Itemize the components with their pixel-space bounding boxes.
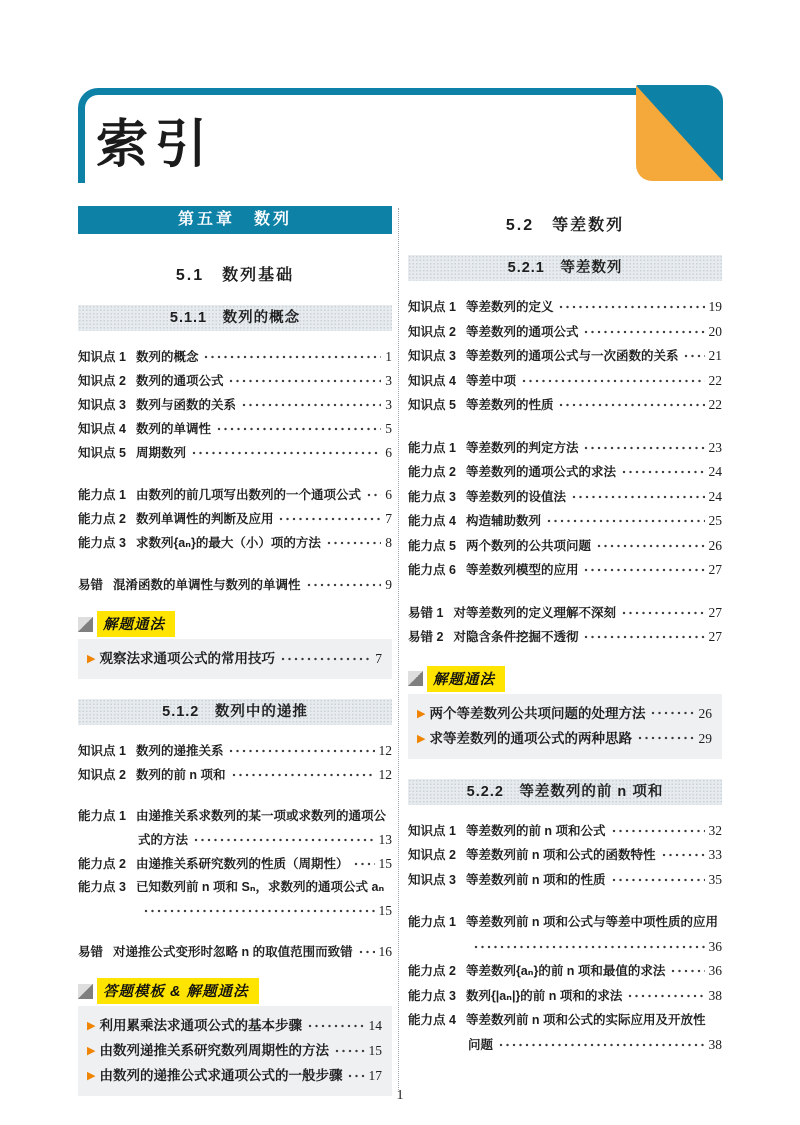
entry-text: 对递推公式变形时忽略 n 的取值范围而致错 (113, 945, 353, 959)
entry-label: 知识点 3 (408, 872, 456, 887)
entry-page: 27 (708, 604, 722, 620)
entry-page: 7 (375, 651, 382, 666)
toc-group (78, 573, 392, 597)
entry-text: 周期数列 (135, 446, 186, 460)
method-section (78, 980, 392, 1096)
entry-text: 求数列{aₙ}的最大（小）项的方法 (135, 536, 321, 550)
entry-text: 由数列的前几项写出数列的一个通项公式 (135, 488, 361, 502)
dot-leader-icon (334, 1046, 365, 1056)
entry-page: 25 (708, 513, 722, 528)
toc-group (408, 910, 722, 1057)
dot-leader-icon (353, 859, 374, 869)
entry-page: 22 (708, 397, 722, 412)
dot-leader-icon (596, 541, 705, 551)
entry-page: 12 (378, 743, 392, 758)
toc-entry (408, 601, 722, 626)
method-entry-text: 两个等差数列公共项问题的处理方法 (429, 705, 646, 721)
entry-text: 已知数列前 n 项和 Sₙ，求数列的通项公式 aₙ (135, 880, 385, 894)
dot-leader-icon (280, 654, 371, 664)
entry-label: 知识点 2 (408, 848, 456, 862)
toc-entry (408, 320, 722, 345)
entry-label: 能力点 2 (78, 857, 126, 871)
dot-leader-icon (231, 770, 375, 780)
entry-label: 能力点 3 (78, 536, 126, 550)
entry-page: 8 (385, 535, 392, 550)
dot-leader-icon (611, 875, 705, 885)
toc-entry (408, 625, 722, 650)
section-title: 5.2 等差数列 (505, 217, 625, 234)
diagonal-square-icon (408, 671, 423, 686)
method-box (78, 1006, 392, 1096)
method-header (78, 980, 392, 1002)
entry-label: 能力点 2 (408, 964, 456, 978)
entry-page: 1 (385, 349, 392, 364)
entry-text: 数列的通项公式 (135, 374, 224, 388)
entry-text: 等差数列前 n 项和的性质 (465, 872, 606, 887)
method-entry (87, 1013, 382, 1038)
entry-text: 等差数列的性质 (465, 398, 554, 412)
entry-label: 能力点 6 (408, 563, 456, 577)
entry-label: 能力点 3 (408, 489, 456, 504)
dot-leader-icon (571, 492, 705, 502)
entry-label: 能力点 3 (78, 880, 126, 894)
entry-label: 能力点 4 (408, 514, 456, 528)
entry-label: 知识点 3 (408, 349, 456, 363)
entry-text: 等差数列的前 n 项和公式 (465, 823, 606, 838)
toc-entry (408, 935, 722, 960)
toc-entry (78, 763, 392, 787)
entry-page: 29 (698, 730, 712, 746)
page-number: 1 (396, 1088, 404, 1103)
entry-page: 6 (385, 487, 392, 502)
dot-leader-icon (203, 352, 381, 362)
entry-label: 能力点 3 (408, 988, 456, 1003)
diagonal-square-icon (78, 984, 93, 999)
toc-entry (78, 369, 392, 393)
entry-label: 知识点 2 (408, 324, 456, 339)
toc-entry (408, 1008, 722, 1033)
toc-entry (78, 940, 392, 964)
entry-label: 易错 2 (408, 630, 444, 644)
entry-text: 数列的前 n 项和 (135, 768, 226, 782)
dot-leader-icon (191, 448, 381, 458)
toc-entry (78, 345, 392, 369)
triangle-bullet-icon: ▶ (87, 1019, 96, 1032)
entry-page: 3 (385, 397, 392, 412)
entry-label: 能力点 1 (408, 440, 456, 455)
dot-leader-icon (278, 514, 381, 524)
entry-label: 能力点 1 (78, 488, 126, 502)
method-header (408, 668, 722, 690)
toc-entry (78, 828, 392, 852)
entry-label: 能力点 1 (78, 809, 126, 823)
entry-page: 7 (385, 511, 392, 526)
page-title: 索引 (96, 116, 215, 174)
subsection-title: 5.2.1 等差数列 (408, 255, 722, 281)
toc-entry (408, 984, 722, 1009)
toc-entry (408, 534, 722, 559)
toc-group (408, 601, 722, 650)
toc-group (78, 940, 392, 964)
toc-entry (408, 819, 722, 844)
entry-text: 等差数列前 n 项和公式与等差中项性质的应用 (465, 915, 719, 929)
toc-group (408, 295, 722, 418)
diagonal-square-icon (78, 617, 93, 632)
dot-leader-icon (637, 733, 695, 743)
entry-text: 由递推关系求数列的某一项或求数列的通项公 (135, 809, 386, 823)
toc-entry (78, 805, 392, 828)
dot-leader-icon (228, 376, 381, 386)
toc-entry (408, 959, 722, 984)
dot-leader-icon (621, 608, 705, 618)
dot-leader-icon (326, 538, 381, 548)
method-entry (87, 1038, 382, 1063)
entry-label: 知识点 5 (78, 446, 126, 460)
dot-leader-icon (521, 376, 705, 386)
dot-leader-icon (621, 467, 705, 477)
entry-page: 3 (385, 373, 392, 388)
entry-page: 24 (708, 464, 722, 479)
method-entry-text: 观察法求通项公式的常用技巧 (99, 651, 275, 666)
entry-text: 数列的递推关系 (135, 744, 224, 758)
entry-page: 5 (385, 421, 392, 436)
triangle-bullet-icon: ▶ (87, 652, 96, 665)
dot-leader-icon (583, 443, 704, 453)
dot-leader-icon (670, 966, 704, 976)
entry-page: 26 (698, 705, 712, 721)
entry-page: 32 (708, 822, 722, 838)
toc-group (78, 483, 392, 555)
entry-label: 易错 (78, 578, 104, 592)
entry-text: 等差数列的设值法 (465, 489, 566, 504)
dot-leader-icon (228, 746, 374, 756)
dot-leader-icon (473, 942, 705, 952)
toc-group (78, 805, 392, 922)
entry-label: 能力点 2 (78, 512, 126, 526)
entry-label: 知识点 4 (78, 422, 126, 436)
column-left (78, 206, 392, 1096)
method-entry (417, 726, 712, 751)
entry-page: 20 (708, 323, 722, 339)
entry-text: 数列的概念 (135, 350, 199, 364)
toc-group (78, 345, 392, 465)
dot-leader-icon (583, 632, 704, 642)
entry-text: 数列的单调性 (135, 422, 211, 436)
entry-label: 能力点 5 (408, 538, 456, 553)
entry-label: 能力点 1 (408, 915, 456, 929)
toc-entry (78, 507, 392, 531)
entry-text: 式的方法 (138, 833, 189, 847)
toc-entry (408, 868, 722, 893)
entry-page: 35 (708, 871, 722, 887)
entry-text: 数列{|aₙ|}的前 n 项和的求法 (465, 988, 623, 1003)
entry-text: 等差数列{aₙ}的前 n 项和最值的求法 (465, 964, 666, 978)
toc-group (78, 739, 392, 787)
toc-entry (78, 393, 392, 417)
toc-entry (78, 441, 392, 465)
triangle-bullet-icon: ▶ (87, 1044, 96, 1057)
toc-entry (408, 485, 722, 510)
entry-label: 易错 (78, 945, 104, 959)
entry-page: 33 (708, 847, 722, 862)
triangle-bullet-icon: ▶ (87, 1069, 96, 1082)
method-entry-text: 由数列的递推公式求通项公式的一般步骤 (99, 1068, 343, 1083)
toc-entry (408, 460, 722, 485)
entry-label: 知识点 4 (408, 373, 456, 388)
toc-entry (408, 369, 722, 394)
subsection-title: 5.2.2 等差数列的前 n 项和 (408, 779, 722, 805)
entry-text: 数列与函数的关系 (135, 398, 236, 412)
dot-leader-icon (546, 516, 705, 526)
entry-text: 等差数列的通项公式与一次函数的关系 (465, 349, 679, 363)
entry-page: 21 (708, 348, 722, 363)
entry-label: 知识点 1 (78, 744, 126, 758)
entry-page: 23 (708, 439, 722, 455)
method-section (408, 668, 722, 759)
method-entry (87, 646, 382, 671)
toc-content (78, 206, 722, 1096)
triangle-bullet-icon: ▶ (417, 706, 426, 720)
dot-leader-icon (611, 826, 705, 836)
entry-text: 等差数列的定义 (465, 300, 554, 314)
method-entry (417, 701, 712, 726)
entry-label: 知识点 1 (408, 823, 456, 838)
chapter-banner: 第五章 数列 (78, 206, 392, 234)
toc-columns (78, 206, 722, 1096)
subsection-title: 5.1.1 数列的概念 (78, 305, 392, 331)
entry-text: 数列单调性的判断及应用 (135, 512, 274, 526)
entry-page: 19 (708, 299, 722, 314)
entry-label: 知识点 1 (408, 300, 456, 314)
entry-page: 26 (708, 537, 722, 553)
method-box (408, 694, 722, 759)
entry-label: 易错 1 (408, 605, 444, 620)
subsection-title: 5.1.2 数列中的递推 (78, 699, 392, 725)
dot-leader-icon (193, 835, 374, 845)
entry-label: 知识点 3 (78, 398, 126, 412)
method-section (78, 613, 392, 679)
dot-leader-icon (683, 351, 704, 361)
dot-leader-icon (347, 1071, 364, 1081)
toc-entry (408, 843, 722, 868)
method-title: 解题通法 (97, 611, 175, 637)
toc-group (408, 819, 722, 893)
entry-page: 6 (385, 445, 392, 460)
entry-page: 15 (378, 903, 392, 918)
entry-label: 知识点 2 (78, 374, 126, 388)
entry-page: 22 (708, 372, 722, 388)
entry-page: 27 (708, 562, 722, 577)
column-divider (398, 208, 399, 1090)
toc-entry (78, 573, 392, 597)
toc-entry (408, 393, 722, 418)
entry-text: 等差数列模型的应用 (465, 563, 579, 577)
dot-leader-icon (358, 947, 375, 957)
entry-label: 能力点 4 (408, 1013, 456, 1027)
entry-label: 知识点 5 (408, 398, 456, 412)
dot-leader-icon (583, 565, 704, 575)
entry-text: 两个数列的公共项问题 (465, 538, 591, 553)
entry-text: 混淆函数的单调性与数列的单调性 (113, 578, 301, 592)
toc-entry (408, 295, 722, 320)
dot-leader-icon (216, 424, 381, 434)
entry-page: 15 (378, 856, 392, 871)
entry-page: 36 (708, 938, 722, 954)
corner-decoration-icon (636, 85, 723, 181)
entry-page: 13 (378, 832, 392, 847)
entry-text: 等差数列前 n 项和公式的实际应用及开放性 (465, 1013, 706, 1027)
entry-text: 对隐含条件挖掘不透彻 (453, 630, 579, 644)
dot-leader-icon (307, 1021, 365, 1031)
triangle-bullet-icon: ▶ (417, 731, 426, 745)
toc-entry (408, 344, 722, 369)
dot-leader-icon (241, 400, 381, 410)
method-title: 解题通法 (427, 666, 505, 692)
method-entry (87, 1063, 382, 1088)
entry-label: 知识点 1 (78, 350, 126, 364)
section-title: 5.1 数列基础 (175, 267, 295, 284)
entry-page: 17 (368, 1068, 382, 1083)
entry-page: 15 (368, 1043, 382, 1058)
toc-entry (408, 558, 722, 583)
toc-entry (408, 436, 722, 461)
toc-entry (408, 910, 722, 935)
entry-text: 对等差数列的定义理解不深刻 (453, 605, 616, 620)
entry-page: 38 (708, 987, 722, 1003)
entry-page: 9 (385, 577, 392, 592)
entry-page: 14 (368, 1018, 382, 1033)
toc-group (408, 436, 722, 583)
dot-leader-icon (143, 906, 375, 916)
entry-label: 知识点 2 (78, 768, 126, 782)
entry-text: 等差数列的判定方法 (465, 440, 579, 455)
toc-entry (408, 509, 722, 534)
toc-entry (78, 739, 392, 763)
entry-text: 等差数列的通项公式的求法 (465, 465, 616, 479)
toc-entry (78, 417, 392, 441)
toc-entry (78, 899, 392, 922)
method-entry-text: 利用累乘法求通项公式的基本步骤 (99, 1018, 302, 1033)
entry-page: 38 (708, 1036, 722, 1052)
entry-text: 等差数列的通项公式 (465, 324, 579, 339)
entry-page: 12 (378, 767, 392, 782)
dot-leader-icon (366, 490, 381, 500)
entry-text: 等差中项 (465, 373, 516, 388)
entry-text: 问题 (468, 1037, 494, 1052)
dot-leader-icon (558, 400, 704, 410)
entry-text: 由递推关系研究数列的性质（周期性） (135, 857, 349, 871)
column-right (408, 206, 722, 1096)
entry-page: 36 (708, 963, 722, 978)
method-header (78, 613, 392, 635)
dot-leader-icon (650, 708, 694, 718)
entry-page: 27 (708, 629, 722, 644)
entry-page: 24 (708, 488, 722, 504)
method-box (78, 639, 392, 679)
entry-page: 16 (378, 944, 392, 959)
toc-entry (78, 876, 392, 899)
dot-leader-icon (661, 850, 705, 860)
entry-label: 能力点 2 (408, 465, 456, 479)
dot-leader-icon (306, 580, 382, 590)
toc-entry (78, 483, 392, 507)
dot-leader-icon (583, 327, 704, 337)
method-title: 答题模板 & 解题通法 (97, 978, 259, 1004)
toc-entry (78, 531, 392, 555)
entry-text: 构造辅助数列 (465, 514, 541, 528)
toc-entry (408, 1033, 722, 1058)
dot-leader-icon (627, 991, 704, 1001)
dot-leader-icon (498, 1040, 704, 1050)
method-entry-text: 求等差数列的通项公式的两种思路 (429, 730, 632, 746)
entry-text: 等差数列前 n 项和公式的函数特性 (465, 848, 656, 862)
toc-entry (78, 852, 392, 876)
dot-leader-icon (558, 302, 704, 312)
method-entry-text: 由数列递推关系研究数列周期性的方法 (99, 1043, 329, 1058)
